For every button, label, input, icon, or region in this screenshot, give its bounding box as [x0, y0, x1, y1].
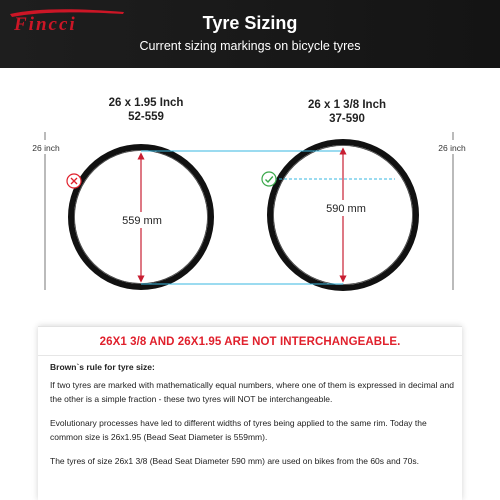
check-icon [262, 172, 276, 186]
cross-icon [67, 174, 81, 188]
brand-logo-text: Fincci [14, 14, 77, 34]
left-tyre-code-label: 52-559 [128, 111, 164, 123]
left-size-label: 26 inch [32, 143, 60, 153]
right-tyre-size-label: 26 x 1 3/8 Inch [308, 99, 386, 111]
right-tyre-code-label: 37-590 [329, 113, 365, 125]
rule-paragraph: If two tyres are marked with mathematically equal numbers, where one of them is expressed in decimal and the other is a simple fraction - these two tyres will NOT be interchangeable. [50, 380, 454, 404]
history-paragraph: The tyres of size 26x1 3/8 (Bead Seat Diameter 590 mm) are used on bikes from the 60s and 70s. [50, 456, 419, 466]
page-title: Tyre Sizing [202, 13, 298, 33]
left-diameter-label: 559 mm [122, 215, 162, 227]
page-subtitle: Current sizing markings on bicycle tyres [139, 39, 361, 53]
header-banner [0, 0, 500, 68]
info-panel [38, 326, 462, 500]
right-diameter-label: 590 mm [326, 203, 366, 215]
left-tyre-size-label: 26 x 1.95 Inch [108, 97, 184, 109]
info-divider [38, 355, 462, 356]
evolution-paragraph: Evolutionary processes have led to different widths of tyres being applied to the same rim. Today the common size is 26x1.95 (Bead Seat Diameter is 559mm). [50, 418, 427, 442]
right-size-label: 26 inch [438, 143, 466, 153]
rule-title: Brown`s rule for tyre size: [50, 362, 155, 372]
interchangeability-warning: 26X1 3/8 AND 26X1.95 ARE NOT INTERCHANGEABLE. [99, 336, 401, 348]
tyre-diagram [0, 68, 500, 328]
